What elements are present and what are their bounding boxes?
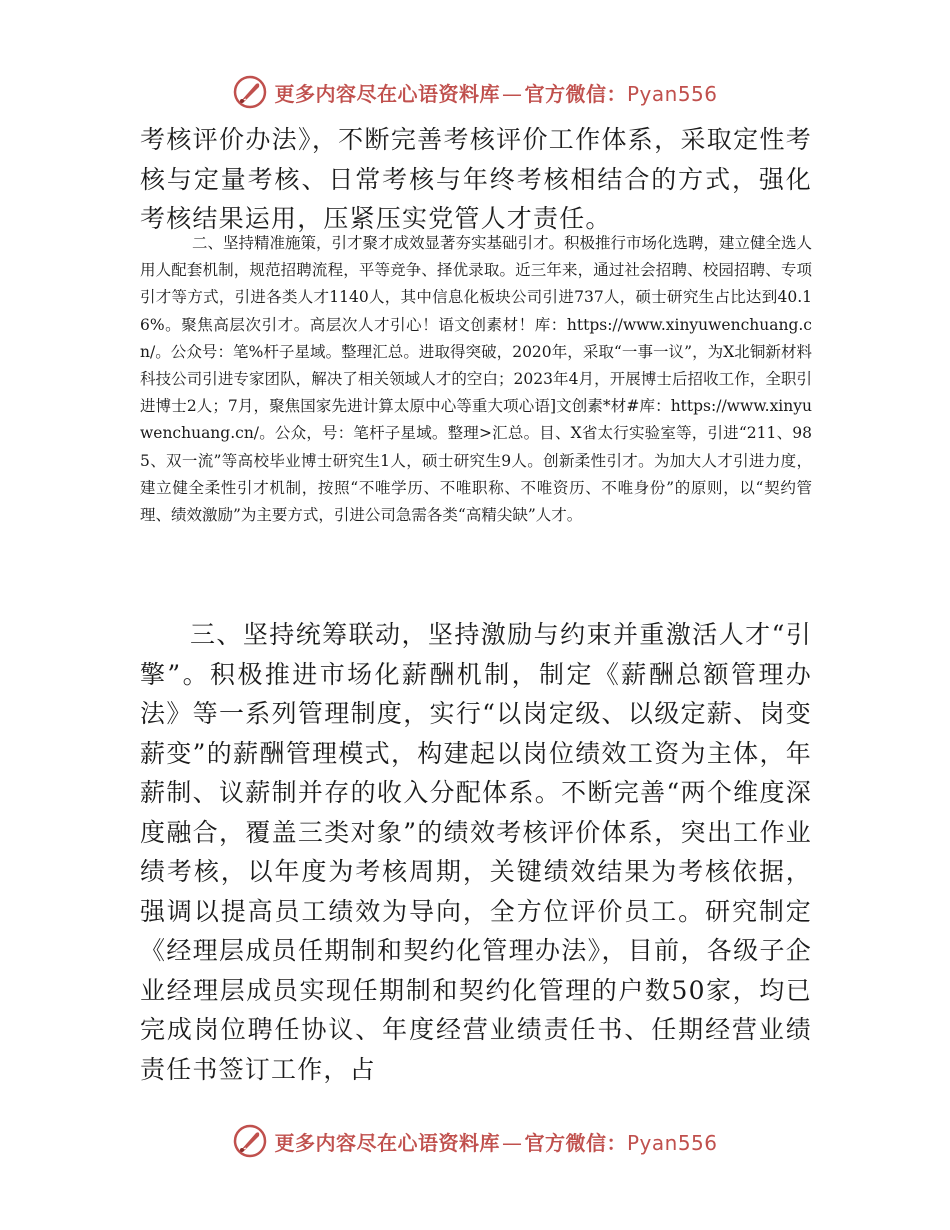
header-banner-wechat-id: Pyan556 (626, 81, 718, 106)
footer-banner-text (274, 1127, 717, 1156)
quill-logo-icon (232, 1123, 268, 1159)
header-banner-text (274, 78, 717, 107)
quill-logo-icon (232, 74, 268, 110)
header-banner-content (232, 74, 717, 110)
header-banner-separator: — (501, 81, 523, 106)
footer-banner-content (232, 1123, 717, 1159)
header-banner-main: 更多内容尽在心语资料库 (274, 81, 500, 106)
footer-banner-wechat-id: Pyan556 (626, 1130, 718, 1155)
footer-banner-main: 更多内容尽在心语资料库 (274, 1130, 500, 1155)
paragraph-section-three: 三、坚持统筹联动，坚持激励与约束并重激活人才“引擎”。积极推进市场化薪酬机制，制定《薪酬总额管理办法》等一系列管理制度，实行“以岗定级、以级定薪、岗变薪变”的薪酬管理模式，构建起以岗位绩效工资为主体，年薪制、议薪制并存的收入分配体系。不断完善“两个维度深度融合，覆盖三类对象”的绩效考核评价体系，突出工作业绩考核，以年度为考核周期，关键绩效结果为考核依据，强调以提高员工绩效为导向，全方位评价员工。研究制定《经理层成员任期制和契约化管理办法》，目前，各级子企业经理层成员实现任期制和契约化管理的户数50家，均已完成岗位聘任协议、年度经营业绩责任书、任期经营业绩责任书签订工作，占 (140, 620, 812, 1084)
header-banner-wechat-label: 官方微信： (524, 81, 627, 106)
paragraph-assessment-continuation: 考核评价办法》，不断完善考核评价工作体系，采取定性考核与定量考核、日常考核与年终考核相结合的方式，强化考核结果运用，压紧压实党管人才责任。 (140, 125, 812, 233)
header-watermark-banner (0, 72, 950, 112)
footer-banner-separator: — (501, 1130, 523, 1155)
footer-banner-wechat-label: 官方微信： (524, 1130, 627, 1155)
footer-watermark-banner (0, 1121, 950, 1161)
paragraph-section-two: 二、坚持精准施策，引才聚才成效显著夯实基础引才。积极推行市场化选聘，建立健全选人用人配套机制，规范招聘流程，平等竞争、择优录取。近三年来，通过社会招聘、校园招聘、专项引才等方式，引进各类人才1140人，其中信息化板块公司引进737人，硕士研究生占比达到40.16%。聚焦高层次引才。高层次人才引心！语文创素材！库：https://www.xinyuwenchuang.cn/。公众号：笔%杆子星域。整理汇总。进取得突破，2020年，采取“一事一议”，为X北铜新材料科技公司引进专家团队，解决了相关领域人才的空白；2023年4月，开展博士后招收工作，全职引进博士2人；7月，聚焦国家先进计算太原中心等重大项心语]文创素*材#库：https://www.xinyuwenchuang.cn/。公众，号：笔杆子星域。整理>汇总。目、X省太行实验室等，引进“211、985、双一流”等高校毕业博士研究生1人，硕士研究生9人。创新柔性引才。为加大人才引进力度，建立健全柔性引才机制，按照“不唯学历、不唯职称、不唯资历、不唯身份”的原则，以“契约管理、绩效激励”为主要方式，引进公司急需各类“高精尖缺”人才。 (140, 234, 813, 525)
